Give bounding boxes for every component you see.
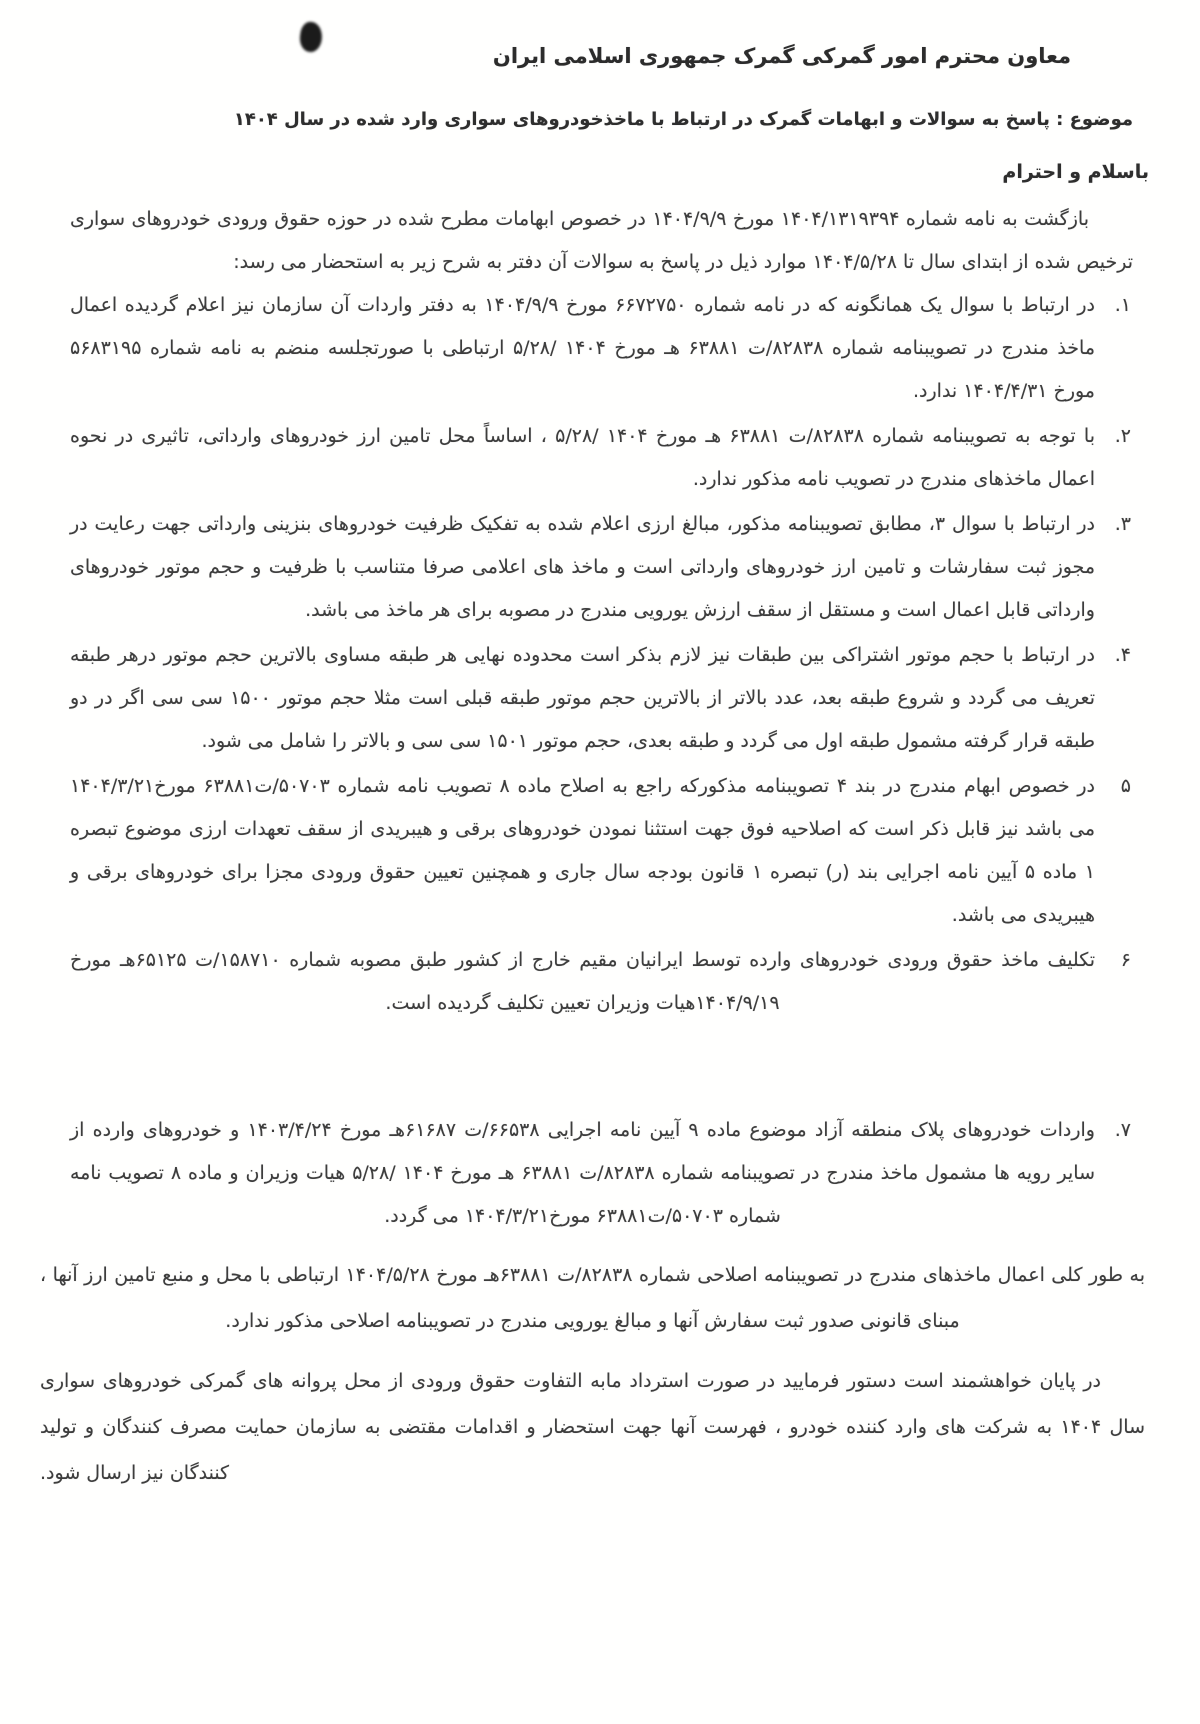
item-5-text: در خصوص ابهام مندرج در بند ۴ تصویبنامه مذکورکه راجع به اصلاح ماده ۸ تصویب نامه شماره ۵۰۷۰۳/ت۶۳۸۸۱ مورخ۱۴۰۴/۳/۲۱ می باشد نیز قابل ذکر است که اصلاحیه فوق جهت استثنا نمودن خودروهای برقی و هیبریدی از سقف تعهدات ارزی موضوع تبصره ۱ ماده ۵ آیین نامه اجرایی بند (ر) تبصره ۱ قانون بودجه سال جاری و همچنین تعیین حقوق ورودی مجزا برای خودروهای برقی و هیبریدی می باشد.: [70, 775, 1095, 926]
item-3-text: در ارتباط با سوال ۳، مطابق تصویبنامه مذکور، مبالغ ارزی اعلام شده به تفکیک ظرفیت خودروهای بنزینی وارداتی جهت رعایت در مجوز ثبت سفارشات و تامین ارز خودروهای وارداتی است و ماخذ های اعلامی صرفا متناسب با ظرفیت و حجم موتور خودروهای وارداتی قابل اعمال است و مستقل از سقف ارزش یورویی مندرج در مصوبه برای هر ماخذ می باشد.: [70, 513, 1096, 621]
item-4-number: ۴.: [1114, 644, 1131, 666]
closing-request-paragraph: در پایان خواهشمند است دستور فرمایید در صورت استرداد مابه التفاوت حقوق ورودی از محل پروانه های گمرکی خودروهای سواری سال ۱۴۰۴ به شرکت های وارد کننده خودرو ، فهرست آنها جهت استحضار و اقدامات مقتضی به سازمان حمایت مصرف کنندگان و تولید کنندگان نیز ارسال شود.: [40, 1370, 1145, 1484]
list-item-3: [70, 503, 1133, 632]
item-6-text: تکلیف ماخذ حقوق ورودی خودروهای وارده توسط ایرانیان مقیم خارج از کشور طبق مصوبه شماره ۱۵۸۷۱۰/ت ۶۵۱۲۵هـ مورخ ۱۴۰۴/۹/۱۹هیات وزیران تعیین تکلیف گردیده است.: [70, 949, 1096, 1014]
list-item-2: [70, 415, 1133, 501]
item-2-number: ۲.: [1114, 425, 1131, 447]
item-2-text: با توجه به تصویبنامه شماره ۸۲۸۳۸/ت ۶۳۸۸۱ هـ مورخ ۱۴۰۴ /۵/۲۸ ، اساساً محل تامین ارز خودروهای وارداتی، تاثیری در نحوه اعمال ماخذهای مندرج در تصویب نامه مذکور ندارد.: [70, 425, 1096, 490]
intro-paragraph: بازگشت به نامه شماره ۱۴۰۴/۱۳۱۹۳۹۴ مورخ ۱۴۰۴/۹/۹ در خصوص ابهامات مطرح شده در حوزه حقوق ورودی خودروهای سواری ترخیص شده از ابتدای سال تا ۱۴۰۴/۵/۲۸ موارد ذیل در پاسخ به سوالات آن دفتر به شرح زیر به استحضار می رسد:: [70, 208, 1133, 273]
salutation-line: باسلام و احترام: [1002, 161, 1149, 183]
item-1-number: ۱.: [1114, 294, 1131, 316]
list-item-5: [70, 765, 1133, 937]
item-7-text: واردات خودروهای پلاک منطقه آزاد موضوع ماده ۹ آیین نامه اجرایی ۶۶۵۳۸/ت ۶۱۶۸۷هـ مورخ ۱۴۰۳/۴/۲۴ و خودروهای وارده از سایر رویه ها مشمول ماخذ مندرج در تصویبنامه شماره ۸۲۸۳۸/ت ۶۳۸۸۱ هـ مورخ ۱۴۰۴ /۵/۲۸ هیات وزیران و ماده ۸ تصویب نامه شماره ۵۰۷۰۳/ت۶۳۸۸۱ مورخ۱۴۰۴/۳/۲۱ می گردد.: [70, 1119, 1095, 1227]
list-item-4: [70, 634, 1133, 763]
item-7-number: ۷.: [1114, 1119, 1131, 1141]
item-5-number: ۵: [1120, 775, 1131, 797]
closing-general-paragraph: به طور کلی اعمال ماخذهای مندرج در تصویبنامه اصلاحی شماره ۸۲۸۳۸/ت ۶۳۸۸۱هـ مورخ ۱۴۰۴/۵/۲۸ ارتباطی با محل و منبع تامین ارز آنها ، مبنای قانونی صدور ثبت سفارش آنها و مبالغ یورویی مندرج در تصویبنامه اصلاحی مذکور ندارد.: [40, 1264, 1145, 1332]
list-item-7: [70, 1109, 1133, 1238]
list-item-1: [70, 284, 1133, 413]
item-3-number: ۳.: [1114, 513, 1131, 535]
item-6-number: ۶: [1120, 949, 1131, 971]
item-1-text: در ارتباط با سوال یک همانگونه که در نامه شماره ۶۶۷۲۷۵۰ مورخ ۱۴۰۴/۹/۹ به دفتر واردات آن سازمان نیز اعلام گردیده اعمال ماخذ مندرج در تصویبنامه شماره ۸۲۸۳۸/ت ۶۳۸۸۱ هـ مورخ ۱۴۰۴ /۵/۲۸ ارتباطی با صورتجلسه منضم به نامه شماره ۵۶۸۳۱۹۵ مورخ ۱۴۰۴/۴/۳۱ ندارد.: [70, 294, 1096, 402]
subject-line: موضوع : پاسخ به سوالات و ابهامات گمرک در ارتباط با ماخذخودروهای سواری وارد شده در سال ۱۴۰۴: [233, 109, 1133, 130]
list-item-6: [70, 939, 1133, 1025]
numbered-items-list: [70, 284, 1133, 1238]
item-4-text: در ارتباط با حجم موتور اشتراکی بین طبقات نیز لازم بذکر است محدوده نهایی هر طبقه مساوی بالاترین حجم موتور درهر طبقه تعریف می گردد و شروع طبقه بعد، عدد بالاتر از بالاترین حجم موتور طبقه قبلی است مثلا حجم موتور ۱۵۰۰ سی سی اگر در دو طبقه قرار گرفته مشمول طبقه اول می گردد و طبقه بعدی، حجم موتور ۱۵۰۱ سی سی و بالاتر را شامل می شود.: [70, 644, 1095, 752]
recipient-line: معاون محترم امور گمرکی گمرک جمهوری اسلامی ایران: [492, 44, 1071, 68]
